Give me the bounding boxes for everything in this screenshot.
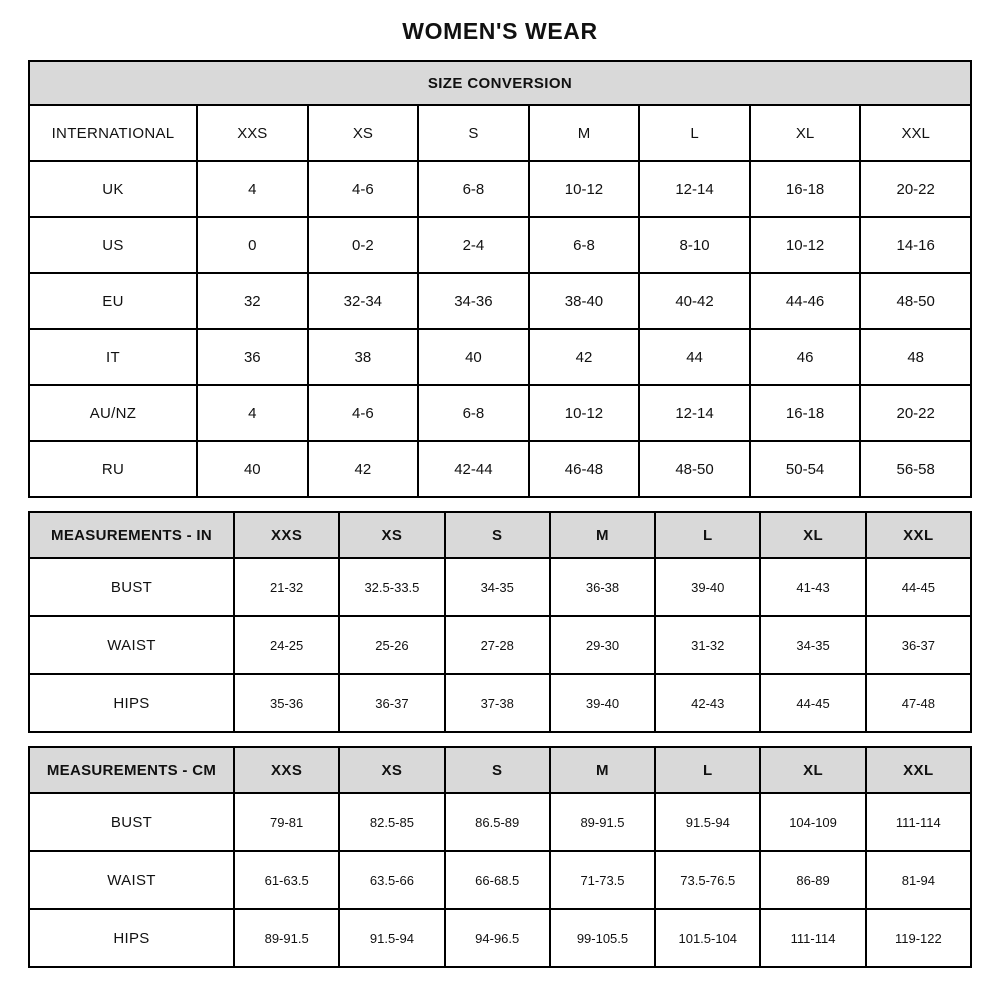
column-header: XXL	[866, 747, 971, 793]
row-label: US	[29, 217, 197, 273]
page-title: WOMEN'S WEAR	[402, 18, 598, 44]
row-label: BUST	[29, 793, 234, 851]
table-row	[29, 441, 971, 497]
table-cell: 36-38	[550, 558, 655, 616]
row-label: UK	[29, 161, 197, 217]
table-cell: 73.5-76.5	[655, 851, 760, 909]
table-cell: 63.5-66	[339, 851, 444, 909]
column-header: S	[445, 747, 550, 793]
table-cell: 37-38	[445, 674, 550, 732]
table-cell: 40	[418, 329, 529, 385]
table-cell: 21-32	[234, 558, 339, 616]
table-cell: 89-91.5	[234, 909, 339, 967]
table-cell: 36	[197, 329, 308, 385]
column-header: XXS	[234, 512, 339, 558]
table-cell: 111-114	[866, 793, 971, 851]
table-cell: 4-6	[308, 385, 419, 441]
measurements-in-table	[28, 511, 972, 733]
table-cell: 0	[197, 217, 308, 273]
table-cell: 12-14	[639, 161, 750, 217]
table-cell: 10-12	[529, 161, 640, 217]
table-cell: S	[418, 105, 529, 161]
table-cell: 44-45	[760, 674, 865, 732]
table-cell: 39-40	[550, 674, 655, 732]
table-cell: 20-22	[860, 385, 971, 441]
table-cell: 91.5-94	[339, 909, 444, 967]
row-label: AU/NZ	[29, 385, 197, 441]
table-cell: 42-44	[418, 441, 529, 497]
table-cell: 16-18	[750, 161, 861, 217]
table-cell: 104-109	[760, 793, 865, 851]
row-label: RU	[29, 441, 197, 497]
table-row	[29, 558, 971, 616]
table-cell: 4	[197, 161, 308, 217]
column-header: XL	[760, 747, 865, 793]
table-title: MEASUREMENTS - IN	[29, 512, 234, 558]
column-header: XXS	[234, 747, 339, 793]
table-cell: 4	[197, 385, 308, 441]
measurements-cm-table	[28, 746, 972, 968]
table-row	[29, 674, 971, 732]
table-cell: 91.5-94	[655, 793, 760, 851]
table-cell: 119-122	[866, 909, 971, 967]
table-cell: XXL	[860, 105, 971, 161]
table-cell: 86-89	[760, 851, 865, 909]
row-label: EU	[29, 273, 197, 329]
table-cell: 47-48	[866, 674, 971, 732]
column-header: XL	[760, 512, 865, 558]
table-cell: 111-114	[760, 909, 865, 967]
table-cell: 10-12	[529, 385, 640, 441]
table-row	[29, 105, 971, 161]
table-cell: 42-43	[655, 674, 760, 732]
table-cell: M	[529, 105, 640, 161]
table-cell: 34-35	[445, 558, 550, 616]
column-header: XS	[339, 512, 444, 558]
row-label: IT	[29, 329, 197, 385]
table-cell: 44-46	[750, 273, 861, 329]
table-cell: 39-40	[655, 558, 760, 616]
table-cell: 10-12	[750, 217, 861, 273]
table-cell: 29-30	[550, 616, 655, 674]
table-cell: 12-14	[639, 385, 750, 441]
row-label: WAIST	[29, 616, 234, 674]
table-cell: 24-25	[234, 616, 339, 674]
table-row	[29, 793, 971, 851]
table-cell: 32	[197, 273, 308, 329]
table-row	[29, 329, 971, 385]
table-cell: 61-63.5	[234, 851, 339, 909]
row-label: BUST	[29, 558, 234, 616]
table-cell: 48-50	[860, 273, 971, 329]
table-cell: 34-35	[760, 616, 865, 674]
size-conversion-table-body	[29, 61, 971, 497]
table-row	[29, 385, 971, 441]
table-cell: 36-37	[339, 674, 444, 732]
table-cell: XL	[750, 105, 861, 161]
table-cell: 2-4	[418, 217, 529, 273]
table-cell: 71-73.5	[550, 851, 655, 909]
table-cell: 101.5-104	[655, 909, 760, 967]
table-cell: 32.5-33.5	[339, 558, 444, 616]
table-cell: 27-28	[445, 616, 550, 674]
table-cell: 81-94	[866, 851, 971, 909]
table-row	[29, 851, 971, 909]
row-label: WAIST	[29, 851, 234, 909]
table-cell: 42	[529, 329, 640, 385]
table-row	[29, 909, 971, 967]
table-cell: 40-42	[639, 273, 750, 329]
table-cell: 94-96.5	[445, 909, 550, 967]
column-header: L	[655, 512, 760, 558]
table-cell: 20-22	[860, 161, 971, 217]
header-row	[29, 747, 971, 793]
table-title: MEASUREMENTS - CM	[29, 747, 234, 793]
column-header: XXL	[866, 512, 971, 558]
table-cell: 82.5-85	[339, 793, 444, 851]
table-cell: 44-45	[866, 558, 971, 616]
table-cell: 25-26	[339, 616, 444, 674]
row-label: HIPS	[29, 909, 234, 967]
table-cell: 16-18	[750, 385, 861, 441]
column-header: M	[550, 512, 655, 558]
table-cell: 31-32	[655, 616, 760, 674]
table-cell: 50-54	[750, 441, 861, 497]
table-cell: 56-58	[860, 441, 971, 497]
row-label: HIPS	[29, 674, 234, 732]
table-cell: 38-40	[529, 273, 640, 329]
table-cell: 99-105.5	[550, 909, 655, 967]
table-cell: XXS	[197, 105, 308, 161]
table-cell: 34-36	[418, 273, 529, 329]
table-cell: 6-8	[418, 385, 529, 441]
header-row	[29, 512, 971, 558]
table-cell: 86.5-89	[445, 793, 550, 851]
table-cell: 4-6	[308, 161, 419, 217]
table-cell: 46-48	[529, 441, 640, 497]
table-cell: 42	[308, 441, 419, 497]
measurements-cm-table-body	[29, 747, 971, 967]
table-cell: 46	[750, 329, 861, 385]
column-header: M	[550, 747, 655, 793]
table-cell: 0-2	[308, 217, 419, 273]
table-cell: 32-34	[308, 273, 419, 329]
measurements-in-table-body	[29, 512, 971, 732]
column-header: XS	[339, 747, 444, 793]
table-cell: 40	[197, 441, 308, 497]
table-cell: 8-10	[639, 217, 750, 273]
table-cell: XS	[308, 105, 419, 161]
table-cell: 66-68.5	[445, 851, 550, 909]
table-row	[29, 217, 971, 273]
table-cell: 79-81	[234, 793, 339, 851]
table-row	[29, 161, 971, 217]
title-row	[29, 61, 971, 105]
table-cell: 6-8	[529, 217, 640, 273]
table-cell: 44	[639, 329, 750, 385]
table-row	[29, 616, 971, 674]
table-cell: L	[639, 105, 750, 161]
table-cell: 48	[860, 329, 971, 385]
table-title: SIZE CONVERSION	[29, 61, 971, 105]
size-conversion-table	[28, 60, 972, 498]
table-cell: 14-16	[860, 217, 971, 273]
table-cell: 89-91.5	[550, 793, 655, 851]
table-cell: 36-37	[866, 616, 971, 674]
table-cell: 41-43	[760, 558, 865, 616]
table-cell: 38	[308, 329, 419, 385]
column-header: L	[655, 747, 760, 793]
table-row	[29, 273, 971, 329]
column-header: S	[445, 512, 550, 558]
row-label: INTERNATIONAL	[29, 105, 197, 161]
table-cell: 6-8	[418, 161, 529, 217]
table-cell: 48-50	[639, 441, 750, 497]
table-cell: 35-36	[234, 674, 339, 732]
